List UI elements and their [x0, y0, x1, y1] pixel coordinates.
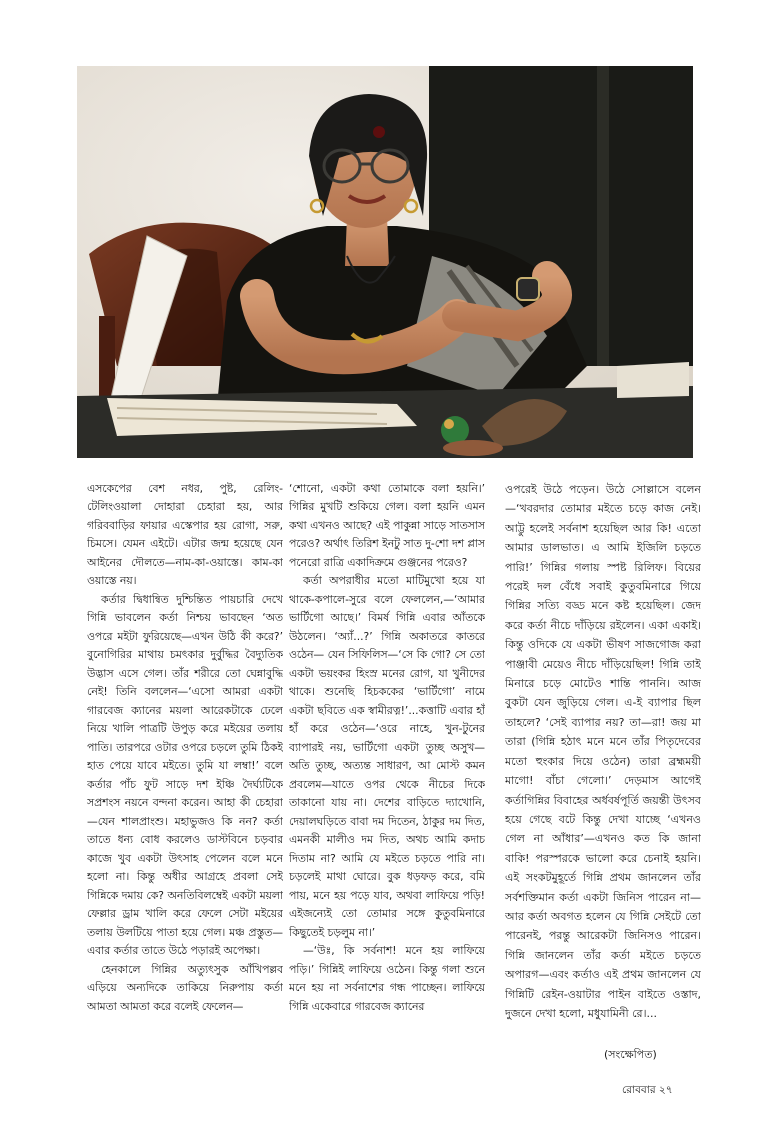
paragraph: ‘শোনো, একটা কথা তোমাকে বলা হয়নি।’ গিন্নির মুখটি শুকিয়ে গেল। বলা হয়নি এমন কথা এখনও আছে? এই পাকুন্না সাড়ে সাতসাস পরেও? অর্থাৎ তিরিশ ইনটু সাত দু-শো দশ প্লাস পনেরো রাত্রি একাদিক্রমে গুঞ্জনের পরেও?: [289, 482, 485, 569]
article-column-1: [87, 480, 283, 1016]
paragraph: হেনকালে গিন্নির অত্যুৎসুক আঁখিপল্লব এড়িয়ে অন্যদিকে তাকিয়ে নিরুপায় কর্তা আমতা আমতা করে বলেই ফেলেন—: [87, 962, 283, 1013]
paragraph: কর্তার দ্বিধান্বিত দুশ্চিন্তিত পায়চারি দেখে গিন্নি ভাবলেন কর্তা নিশ্চয় ভাবছেন ‘অত ওপরে মইটা ফুরিয়েছে—এখন উঠি কী করে?’ বুনোগিরির মাথায় চমৎকার দুর্বুদ্ধির বৈদ্যুতিক উদ্ভাস এসে গেল। তাঁর শরীরে তো ঘেন্নাবুদ্ধি নেই! তিনি বললেন—‘এসো আমরা একটা গারবেজ ক্যানের ময়লা আরেকটাকে ঢেলে নিয়ে খালি পাত্রটি উপুড় করে মইয়ের তলায় পাতি। তারপরে ওটার ওপরে চড়লে তুমি ঠিকই হাত পেয়ে যাবে মইতে। তুমি যা লম্বা!’ বলে কর্তার পাঁচ ফুট সাড়ে দশ ইঞ্চি দৈর্ঘ্যটিকে সপ্রশংস নয়নে বন্দনা করেন। আহা কী চেহারা—যেন শালপ্রাংশু। মহাভুজও কি নন? কর্তা তাতে ধন্য বোধ করলেও ডাস্টবিনে চড়বার কাজে খুব একটা উৎসাহ পেলেন বলে মনে হলো না। কিন্তু অধীর আগ্রহে প্রবলা সেই গিন্নিকে দমায় কে? অনতিবিলম্বেই একটা ময়লা ফেল্লার ড্রাম খালি করে ফেলে সেটা মইয়ের তলায় উলটিয়ে পাতা হয়ে গেল। মঞ্চ প্রস্তুত—এবার কর্তার তাতে উঠে পড়ারই অপেক্ষা।: [87, 592, 283, 958]
paragraph: —‘উঃ, কি সর্বনাশ! মনে হয় লাফিয়ে পড়ি।’ গিন্নিই লাফিয়ে ওঠেন। কিন্তু গলা শুনে মনে হয় না সর্বনাশের গন্ধ পাচ্ছেন। লাফিয়ে গিন্নি একেবারে গারবেজ ক্যানের: [289, 944, 485, 1013]
portrait-photo: [77, 66, 693, 458]
abridged-note: (সংক্ষেপিত): [604, 1048, 657, 1061]
paragraph: ওপরেই উঠে পড়েন। উঠে সোল্লাসে বলেন—‘খবরদার তোমার মইতে চড়ে কাজ নেই। আট্টু হলেই সর্বনাশ হয়েছিল আর কি! এতো আমার ডালভাত। এ আমি ইজিলি চড়তে পারি!’ গিন্নির গলায় স্পষ্ট রিলিফ। বিয়ের পরেই দল বেঁধে সবাই কুতুবমিনারে গিয়ে গিন্নির সত্যি বড্ড মনে কষ্ট হয়েছিল। জেদ করে কর্তা নীচে দাঁড়িয়ে রইলেন। একা একাই। কিন্তু ওদিকে যে একটা ভীষণ সাজগোজ করা পাঞ্জাবী মেয়েও নীচে দাঁড়িয়েছিল! গিন্নি তাই মিনারে চড়ে মোটেও শান্তি পাননি। আজ বুকটা যেন জুড়িয়ে গেল। এ-ই ব্যাপার ছিল তাহলে? ‘সেই ব্যাপার নয়? তা—রা! জয় মা তারা (গিন্নি হঠাৎ মনে মনে তাঁর পিতৃদেবের মতো হুংকার দিয়ে ওঠেন) তারা ব্রহ্মময়ী মাগো! বাঁচা গেলো।’ দেড়মাস আগেই কর্তাগিন্নির বিবাহের অর্ধবর্ষপূর্তি জয়ন্তী উৎসব হয়ে গেছে বটে কিন্তু দেখা যাচ্ছে ‘এখনও গেল না আঁধার’—এখনও কত কি জানা বাকি! পরস্পরকে ভালো করে চেনাই হয়নি। এই সংকটমুহূর্তে গিন্নি প্রথম জানলেন তাঁর সর্বশক্তিমান কর্তা একটা জিনিস পারেন না—আর কর্তা অবগত হলেন যে গিন্নি সেইটে তো পারেনই, পরন্তু আরেকটা জিনিসও পারেন। গিন্নি জানলেন তাঁর কর্তা মইতে চড়তে অপারগ—এবং কর্তাও এই প্রথম জানলেন যে গিন্নিটি রেইন-ওয়াটার পাইন বাইতে ওস্তাদ, দুজনে দেখা হলো, মধুযামিনী রে।...: [505, 483, 701, 1020]
paragraph: কর্তা অপরাধীর মতো মাটিমুখো হয়ে যা থাকে-কপালে-সুরে বলে ফেললেন,—‘আমার ভার্টিগো আছে।’ বিমর্ষ গিন্নি এবার আঁতকে উঠলেন। ‘অ্যাঁ...?’ গিন্নি অকাতরে কাতরে ওঠেন— যেন সিফিলিস—‘সে কি গো? সে তো একটা ভয়ংকর হিংস্র মনের রোগ, যা খুনীদের থাকে। শুনেছি হিচককের ‘ভার্টিগো’ নামে একটা ছবিতে এক স্বামীরত্ন!’...কত্তাটি এবার হাঁ হাঁ করে ওঠেন—‘ওরে নাহে, খুন-টুনের ব্যাপারই নয়, ভার্টিগো একটা তুচ্ছ অসুখ—অতি তুচ্ছ, অত্যন্ত সাধারণ, আ মোস্ট কমন প্রবলেম—যাতে ওপর থেকে নীচের দিকে তাকানো যায় না। দেশের বাড়িতে দ্যাখোনি, দেয়ালঘড়িতে বাবা দম দিতেন, ঠাকুর দম দিত, এমনকী মালীও দম দিত, অথচ আমি কদাচ দিতাম না? আমি যে মইতে চড়তে পারি না। চড়লেই মাথা ঘোরে। বুক ধড়ফড় করে, বমি পায়, মনে হয় পড়ে যাব, অথবা লাফিয়ে পড়ি! এইজন্যেই তো তোমার সঙ্গে কুতুবমিনারে কিছুতেই চড়লুম না।’: [289, 574, 485, 939]
article-column-2: [289, 480, 485, 1016]
paragraph: এসকেপের বেশ নধর, পুষ্ট, রেলিং-টেলিংওয়ালা দোহারা চেহারা হয়, আর গরিববাড়ির ফায়ার এস্কেপার হয় রোগা, সরু, চিমসে। যেমন এইটে। এটার জন্ম হয়েছে যেন আইনের দৌলতে—নাম-কা-ওয়াস্তে। কাম-কা ওয়াস্তে নয়।: [87, 482, 283, 588]
page-footer: রোববার ২৭: [622, 1084, 673, 1096]
article-column-3: [505, 480, 701, 1023]
